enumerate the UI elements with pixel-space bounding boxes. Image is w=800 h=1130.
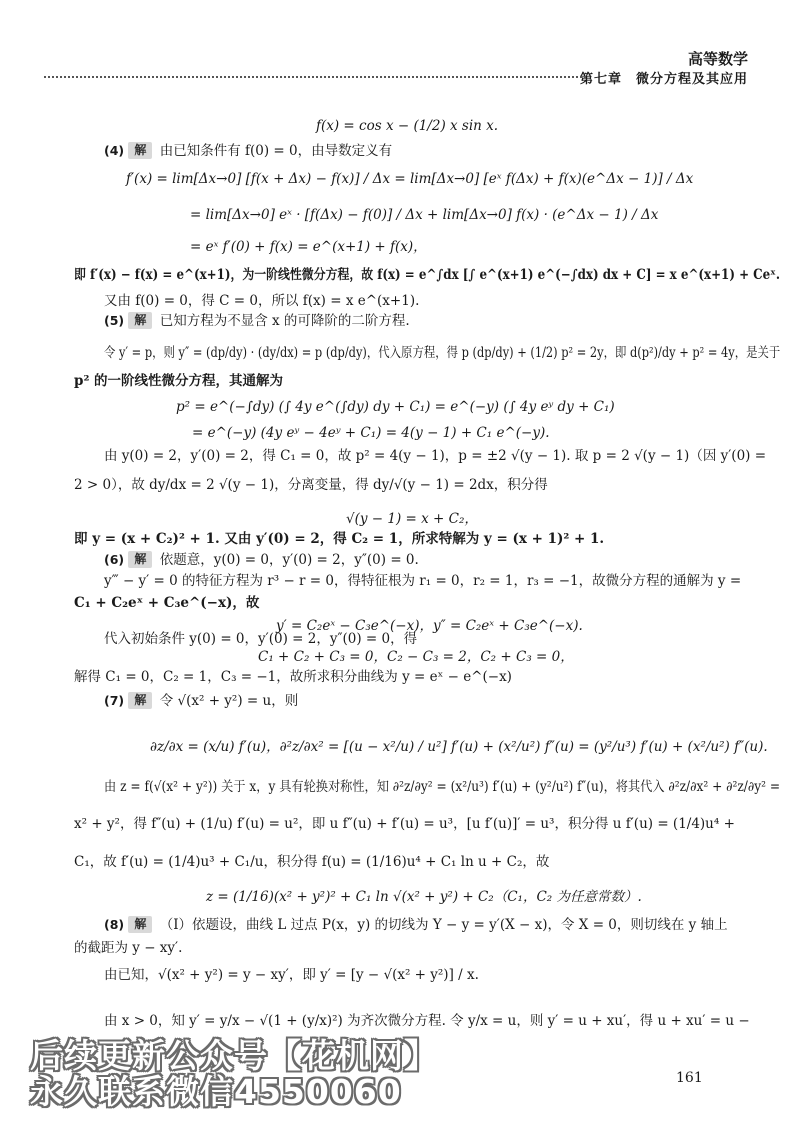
header-dotted-rule xyxy=(44,76,586,78)
solution-4-text: 由已知条件有 f(0) = 0，由导数定义有 xyxy=(159,143,393,159)
solution-6-intro xyxy=(104,551,419,569)
item-number-7: (7) xyxy=(104,693,125,708)
solution-badge-8: 解 xyxy=(128,916,152,933)
text-symmetry-argument: 由 z = f(√(x² + y²)) 关于 x，y 具有轮换对称性，知 ∂²z/∂y² = (x²/u³) f′(u) + (y²/u²) f″(u)，将其代入 ∂²z/∂x² + ∂²z/∂y² = xyxy=(104,779,781,795)
watermark-line-2: 永久联系微信4550060 xyxy=(30,1072,402,1111)
solution-badge-4: 解 xyxy=(128,142,152,159)
solution-8-intro xyxy=(104,916,728,934)
text-particular-solution-5: 即 y = (x + C₂)² + 1. 又由 y′(0) = 2，得 C₂ = 1，所求特解为 y = (x + 1)² + 1. xyxy=(74,531,605,547)
solution-6-text: 依题意，y(0) = 0，y′(0) = 2，y″(0) = 0. xyxy=(159,552,419,568)
text-constant-c: 又由 f(0) = 0，得 C = 0，所以 f(x) = x e^(x+1). xyxy=(104,293,420,309)
header-chapter-title: 第七章 微分方程及其应用 xyxy=(579,72,748,87)
text-general-solution-6: C₁ + C₂eˣ + C₃e^(−x)，故 xyxy=(74,595,260,611)
formula-derivative-definition: f′(x) = lim[Δx→0] [f(x + Δx) − f(x)] / Δx = lim[Δx→0] [eˣ f(Δx) + f(x)(e^Δx − 1)] / Δx xyxy=(126,171,694,187)
formula-derivatives-6: y′ = C₂eˣ − C₃e^(−x)，y″ = C₂eˣ + C₃e^(−x). xyxy=(276,618,583,634)
formula-derivative-result: = eˣ f′(0) + f(x) = e^(x+1) + f(x)， xyxy=(190,239,427,255)
solution-7-text: 令 √(x² + y²) = u，则 xyxy=(159,693,299,709)
text-homogeneous-equation: 由 x > 0，知 y′ = y/x − √(1 + (y/x)²) 为齐次微分方程. 令 y/x = u，则 y′ = u + xu′，得 u + xu′ = u − xyxy=(104,1013,750,1029)
text-substitute-initial-6: 代入初始条件 y(0) = 0，y′(0) = 2，y″(0) = 0，得 xyxy=(104,631,418,647)
text-p-squared-linear: p² 的一阶线性微分方程，其通解为 xyxy=(74,373,284,389)
solution-4-intro xyxy=(104,142,392,160)
item-number-4: (4) xyxy=(104,143,125,158)
solution-badge-5: 解 xyxy=(128,312,152,329)
formula-constant-system: C₁ + C₂ + C₃ = 0，C₂ − C₃ = 2，C₂ + C₃ = 0， xyxy=(258,649,574,665)
formula-p-squared-general: p² = e^(−∫dy) (∫ 4y e^(∫dy) dy + C₁) = e^(−y) (∫ 4y eʸ dy + C₁) xyxy=(176,399,615,415)
text-linear-ode-solution: 即 f′(x) − f(x) = e^(x+1)，为一阶线性微分方程，故 f(x) = e^∫dx [∫ e^(x+1) e^(−∫dx) dx + C] = x e^(x+1) + Ceˣ. xyxy=(74,267,780,283)
solution-badge-6: 解 xyxy=(128,551,152,568)
formula-integral-result: √(y − 1) = x + C₂， xyxy=(346,511,478,527)
solution-badge-7: 解 xyxy=(128,692,152,709)
text-ode-in-u: x² + y²，得 f″(u) + (1/u) f′(u) = u²，即 u f″(u) + f′(u) = u³，[u f′(u)]′ = u³，积分得 u f′(u) = (1/4)u⁴ + xyxy=(74,816,735,832)
text-intercept: 的截距为 y − xy′. xyxy=(74,940,183,956)
header-book-title: 高等数学 xyxy=(687,50,748,68)
solution-7-intro xyxy=(104,692,298,710)
formula-line-1: f(x) = cos x − (1/2) x sin x. xyxy=(316,118,499,134)
solution-5-text: 已知方程为不显含 x 的可降阶的二阶方程. xyxy=(159,313,410,329)
formula-z-result: z = (1/16)(x² + y²)² + C₁ ln √(x² + y²) + C₂（C₁，C₂ 为任意常数）. xyxy=(206,889,642,905)
text-initial-conditions-5: 由 y(0) = 2，y′(0) = 2，得 C₁ = 0，故 p² = 4(y − 1)，p = ±2 √(y − 1). 取 p = 2 √(y − 1)（因 y′(0) = xyxy=(104,448,767,464)
solution-5-intro xyxy=(104,312,410,330)
formula-limit-split: = lim[Δx→0] eˣ · [f(Δx) − f(0)] / Δx + lim[Δx→0] f(x) · (e^Δx − 1) / Δx xyxy=(190,207,659,223)
item-number-8: (8) xyxy=(104,917,125,932)
item-number-5: (5) xyxy=(104,313,125,328)
page-number: 161 xyxy=(676,1070,703,1086)
text-substitution-p: 令 y′ = p，则 y″ = (dp/dy) · (dy/dx) = p (dp/dy)，代入原方程，得 p (dp/dy) + (1/2) p² = 2y，即 d(p²)/dy + p² = 4y，是关于 xyxy=(104,345,781,361)
item-number-6: (6) xyxy=(104,552,125,567)
text-characteristic-equation: y‴ − y′ = 0 的特征方程为 r³ − r = 0，得特征根为 r₁ = 0，r₂ = 1，r₃ = −1，故微分方程的通解为 y = xyxy=(104,573,742,589)
text-given-condition-8: 由已知，√(x² + y²) = y − xy′，即 y′ = [y − √(x² + y²)] / x. xyxy=(104,967,479,983)
formula-p-squared-simplified: = e^(−y) (4y eʸ − 4eʸ + C₁) = 4(y − 1) + C₁ e^(−y). xyxy=(192,425,550,441)
text-integral-curve-6: 解得 C₁ = 0，C₂ = 1，C₃ = −1，故所求积分曲线为 y = eˣ − e^(−x) xyxy=(74,669,512,685)
watermark-line-1: 后续更新公众号【花机网】 xyxy=(30,1036,438,1075)
text-f-of-u-result: C₁，故 f′(u) = (1/4)u³ + C₁/u，积分得 f(u) = (1/16)u⁴ + C₁ ln u + C₂，故 xyxy=(74,854,550,870)
solution-8-text: （Ⅰ）依题设，曲线 L 过点 P(x，y) 的切线为 Y − y = y′(X − x)，令 X = 0，则切线在 y 轴上 xyxy=(159,917,728,933)
text-separation-of-variables: 2 > 0），故 dy/dx = 2 √(y − 1)，分离变量，得 dy/√(y − 1) = 2dx，积分得 xyxy=(74,477,548,493)
formula-partial-derivatives: ∂z/∂x = (x/u) f′(u)，∂²z/∂x² = [(u − x²/u) / u²] f′(u) + (x²/u²) f″(u) = (y²/u³) f′(u) + (x²/u²) f″(u). xyxy=(150,739,768,755)
